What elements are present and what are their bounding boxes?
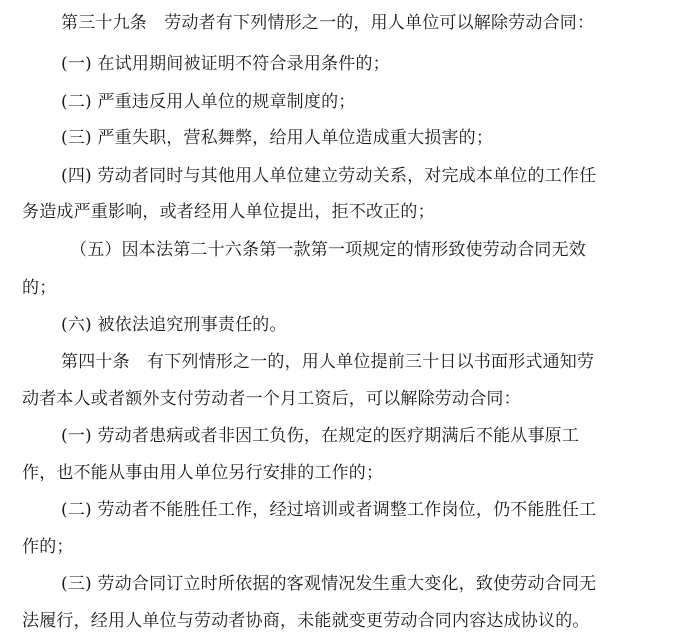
article-39-item-4-line-1: (四) 劳动者同时与其他用人单位建立劳动关系，对完成本单位的工作任 bbox=[61, 166, 597, 186]
article-40-item-1-line-1: (一) 劳动者患病或者非因工负伤，在规定的医疗期满后不能从事原工 bbox=[61, 426, 580, 446]
article-40-item-3-line-2: 法履行，经用人单位与劳动者协商，未能就变更劳动合同内容达成协议的。 bbox=[22, 611, 590, 631]
article-39-item-2: (二) 严重违反用人单位的规章制度的； bbox=[61, 92, 356, 112]
article-39-item-4-line-2: 务造成严重影响，或者经用人单位提出，拒不改正的； bbox=[22, 202, 435, 222]
article-39-item-1: (一) 在试用期间被证明不符合录用条件的； bbox=[61, 54, 390, 74]
article-39-item-5-line-1: （五）因本法第二十六条第一款第一项规定的情形致使劳动合同无效 bbox=[70, 240, 586, 260]
article-39-item-6: (六) 被依法追究刑事责任的。 bbox=[61, 315, 287, 335]
article-40-heading-line-1: 第四十条 有下列情形之一的，用人单位提前三十日以书面形式通知劳 bbox=[61, 352, 595, 372]
article-40-item-2-line-2: 作的； bbox=[22, 537, 74, 557]
article-39-item-5-line-2: 的； bbox=[22, 278, 57, 298]
article-40-item-1-line-2: 作，也不能从事由用人单位另行安排的工作的； bbox=[22, 463, 384, 483]
article-40-item-3-line-1: (三) 劳动合同订立时所依据的客观情况发生重大变化，致使劳动合同无 bbox=[61, 574, 597, 594]
article-39-heading: 第三十九条 劳动者有下列情形之一的，用人单位可以解除劳动合同： bbox=[61, 13, 595, 33]
article-39-item-3: (三) 严重失职，营私舞弊，给用人单位造成重大损害的； bbox=[61, 128, 494, 148]
article-40-heading-line-2: 动者本人或者额外支付劳动者一个月工资后，可以解除劳动合同： bbox=[22, 389, 521, 409]
article-40-item-2-line-1: (二) 劳动者不能胜任工作，经过培训或者调整工作岗位，仍不能胜任工 bbox=[61, 500, 597, 520]
